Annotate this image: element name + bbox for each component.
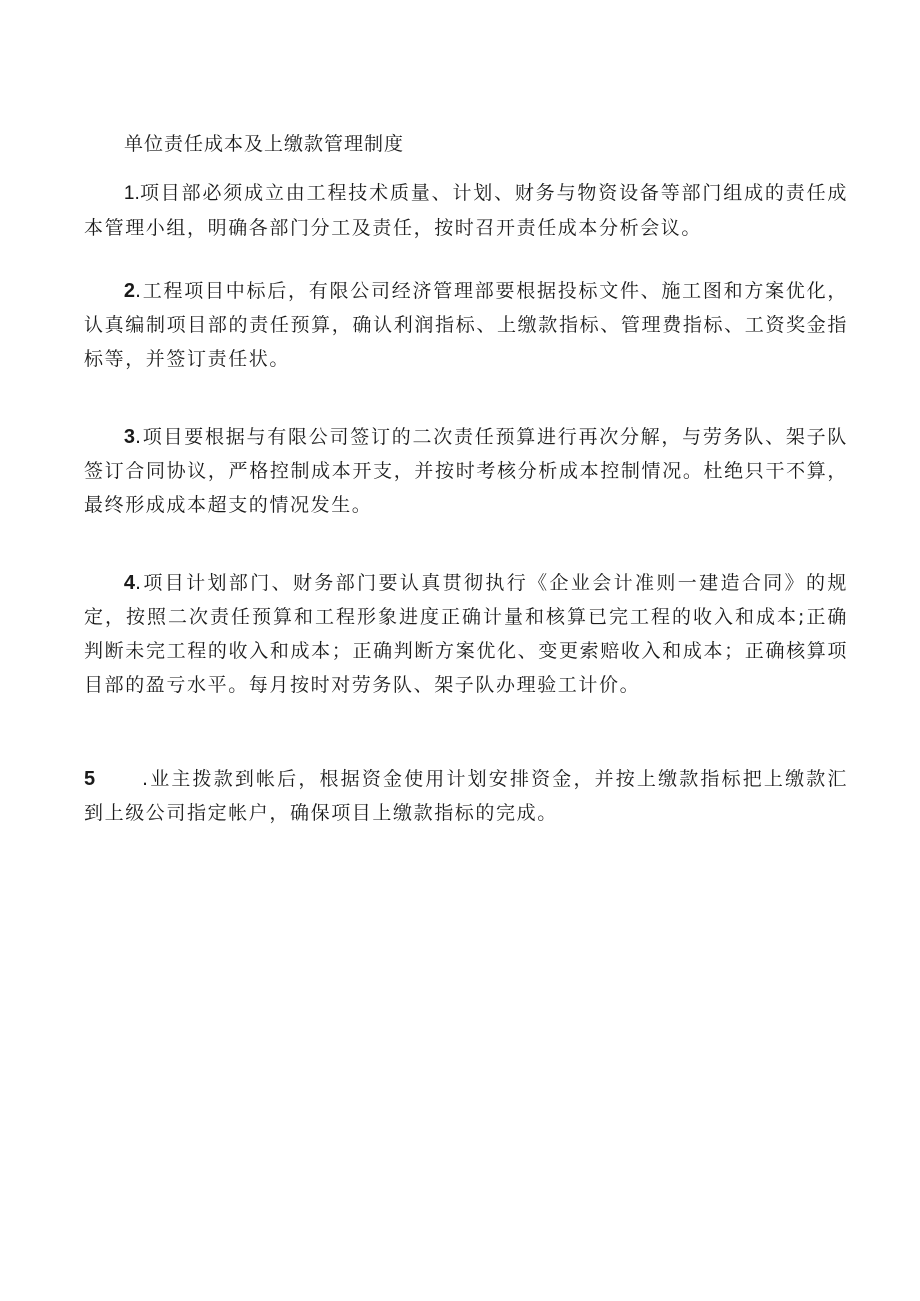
paragraph-4 bbox=[84, 566, 848, 702]
item-text-3: .项目要根据与有限公司签订的二次责任预算进行再次分解，与劳务队、架子队签订合同协议，严格控制成本开支，并按时考核分析成本控制情况。杜绝只干不算，最终形成成本超支的情况发生。 bbox=[84, 426, 848, 516]
item-number-4: 4 bbox=[123, 572, 136, 594]
item-text-2: .工程项目中标后，有限公司经济管理部要根据投标文件、施工图和方案优化，认真编制项目部的责任预算，确认利润指标、上缴款指标、管理费指标、工资奖金指标等，并签订责任状。 bbox=[84, 280, 848, 370]
item-text-4: .项目计划部门、财务部门要认真贯彻执行《企业会计准则一建造合同》的规定，按照二次责任预算和工程形象进度正确计量和核算已完工程的收入和成本;正确判断未完工程的收入和成本；正确判断方案优化、变更索赔收入和成本；正确核算项目部的盈亏水平。每月按时对劳务队、架子队办理验工计价。 bbox=[84, 572, 848, 696]
paragraph-1 bbox=[84, 176, 848, 245]
document-title: 单位责任成本及上缴款管理制度 bbox=[124, 133, 405, 155]
item-number-2: 2 bbox=[123, 280, 136, 302]
item-number-1: 1. bbox=[123, 183, 140, 204]
paragraph-2 bbox=[84, 274, 848, 376]
item-text-1: 项目部必须成立由工程技术质量、计划、财务与物资设备等部门组成的责任成本管理小组，明确各部门分工及责任，按时召开责任成本分析会议。 bbox=[84, 182, 848, 239]
paragraph-5 bbox=[84, 762, 848, 830]
item-number-3: 3 bbox=[123, 426, 136, 448]
item-text-5: .业主拨款到帐后，根据资金使用计划安排资金，并按上缴款指标把上缴款汇到上级公司指定帐户，确保项目上缴款指标的完成。 bbox=[84, 768, 848, 824]
paragraph-3 bbox=[84, 420, 848, 522]
item-number-5: 5 bbox=[84, 768, 96, 790]
